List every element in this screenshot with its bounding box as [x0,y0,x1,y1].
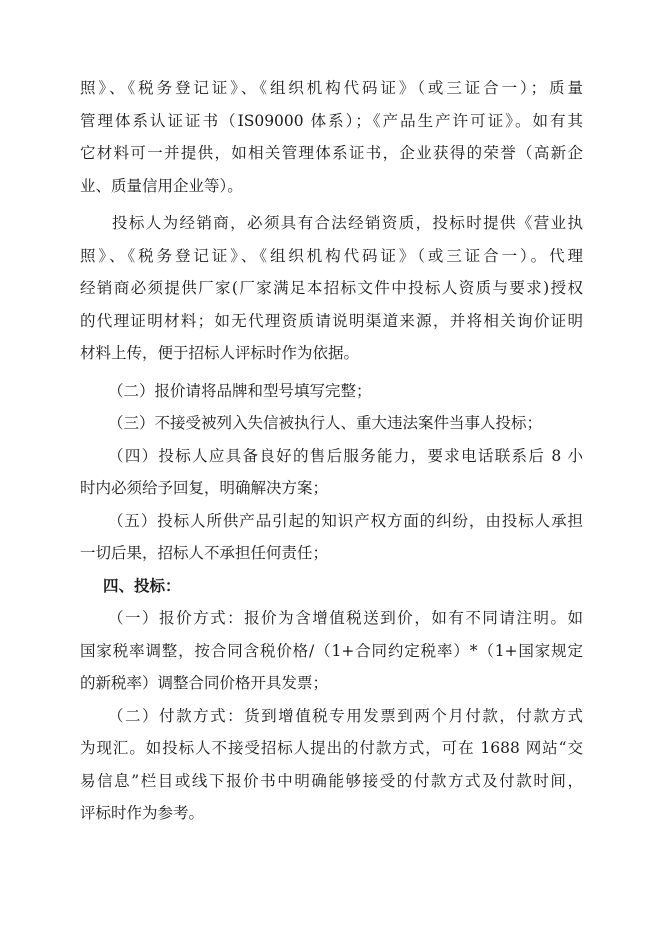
text-line: 照》、《税务登记证》、《组织机构代码证》（或三证合一）；质量 [80,79,583,97]
text-line: 经销商必须提供厂家(厂家满足本招标文件中投标人资质与要求)授权 [80,279,583,297]
paragraph [80,602,583,700]
text-line: 的代理证明材料；如无代理资质请说明渠道来源，并将相关询价证明 [80,311,583,330]
text-line: 投标人为经销商，必须具有合法经销资质，投标时提供《营业执 [112,214,583,232]
section-heading [80,570,583,603]
paragraph [80,375,583,408]
text-line: （四）投标人应具备良好的售后服务能力，要求电话联系后 8 小 [108,446,583,465]
paragraph [80,505,583,570]
paragraph [80,72,583,202]
text-line: 为现汇。如投标人不接受招标人提出的付款方式，可在 1688 网站“交 [80,739,583,757]
paragraph [80,207,583,370]
text-line: 易信息”栏目或线下报价书中明确能够接受的付款方式及付款时间， [80,771,583,790]
text-line: （三）不接受被列入失信被执行人、重大违法案件当事人投标； [108,414,543,432]
text-line: 业、质量信用企业等）。 [80,176,243,195]
heading-text: 四、投标： [103,575,181,595]
text-line: （二）报价请将品牌和型号填写完整； [108,381,372,400]
text-line: 材料上传，便于招标人评标时作为依据。 [80,344,360,362]
text-line: 评标时作为参考。 [80,804,205,822]
text-line: 国家税率调整，按合同含税价格/（1+合同约定税率）*（1+国家规定 [80,641,583,660]
text-line: 它材料可一并提供，如相关管理体系证书，企业获得的荣誉（高新企 [80,144,583,162]
text-line: 一切后果，招标人不承担任何责任； [80,544,329,562]
text-line: 照》、《税务登记证》、《组织机构代码证》（或三证合一）。代理 [80,246,583,265]
document-page [80,72,583,830]
text-line: 时内必须给予回复，明确解决方案； [80,479,329,497]
text-line: 的新税率）调整合同价格开具发票； [80,674,329,692]
text-line: （一）报价方式：报价为含增值税送到价，如有不同请注明。如 [108,609,583,627]
paragraph [80,700,583,830]
text-line: 管理体系认证证书（IS09000 体系）；《产品生产许可证》。如有其 [80,111,583,130]
paragraph [80,440,583,505]
text-line: （二）付款方式：货到增值税专用发票到两个月付款，付款方式 [108,706,583,725]
text-line: （五）投标人所供产品引起的知识产权方面的纠纷，由投标人承担 [108,511,583,530]
paragraph [80,407,583,440]
